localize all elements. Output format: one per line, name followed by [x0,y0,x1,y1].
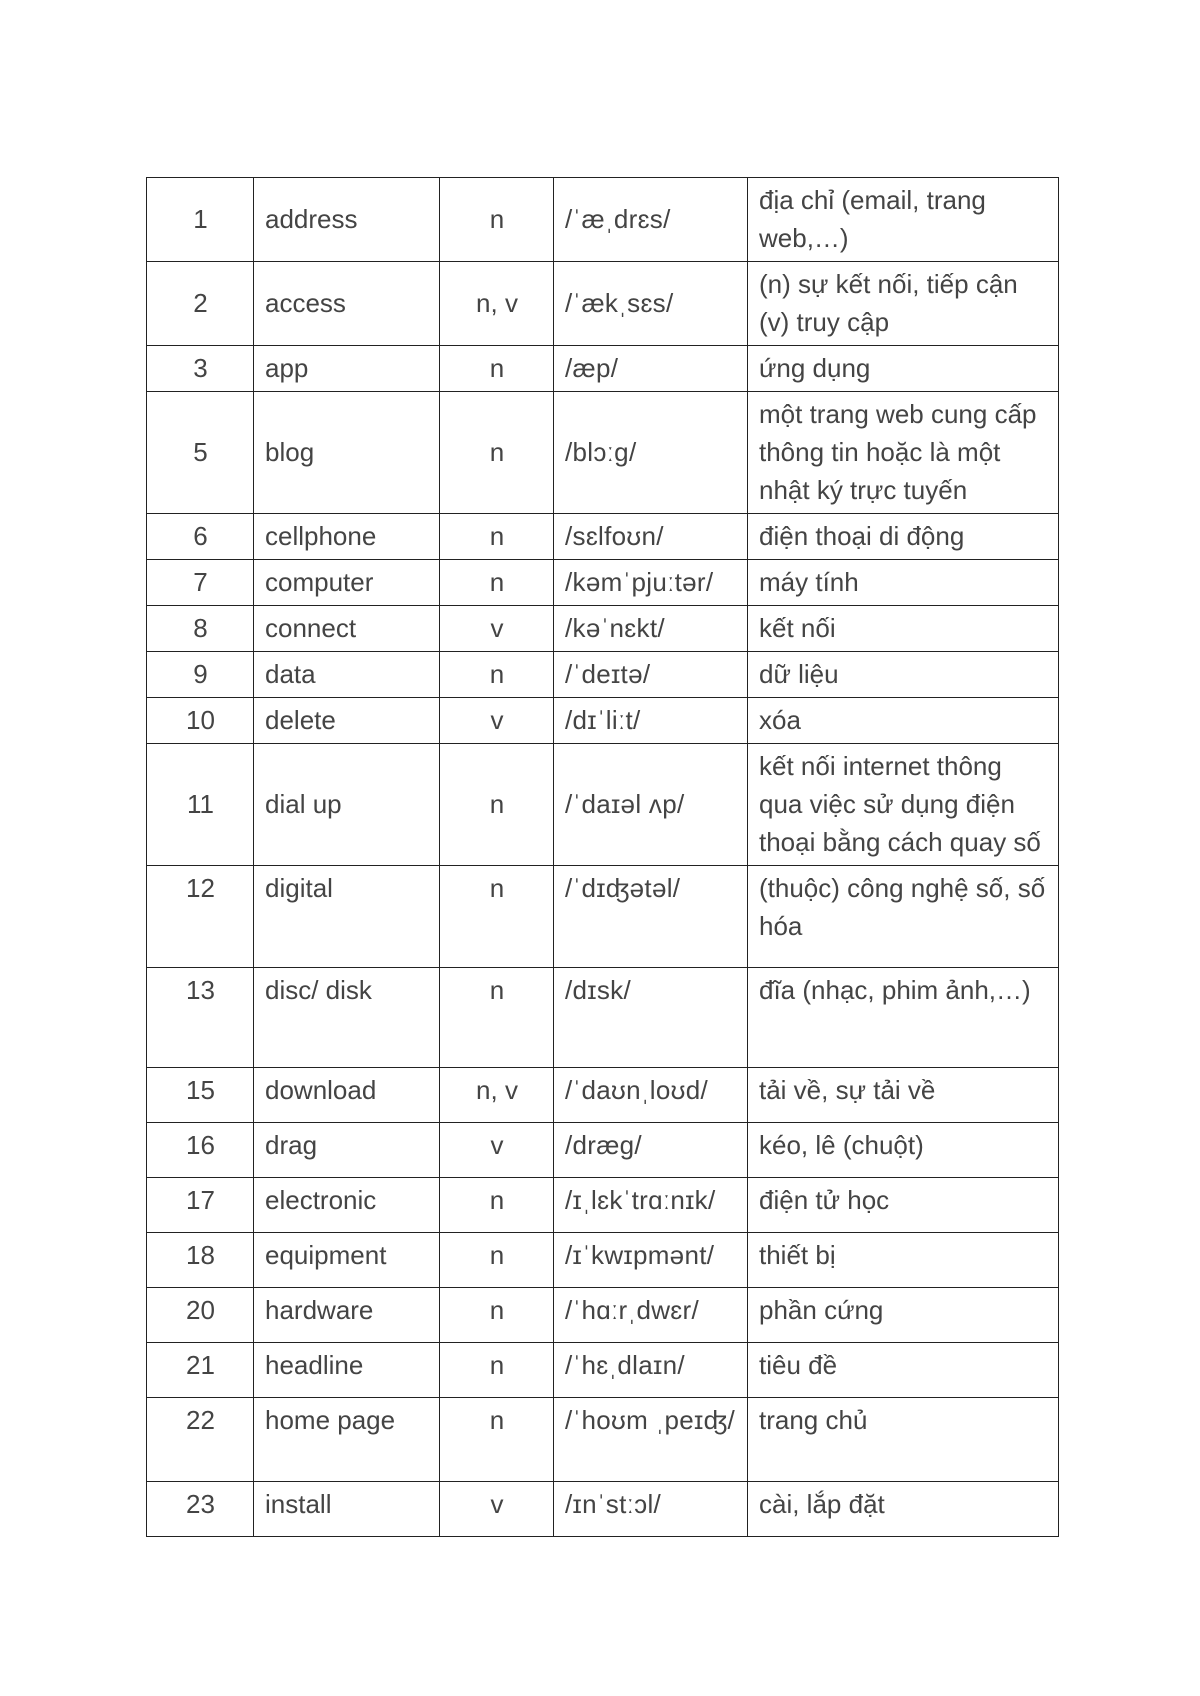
row-number: 15 [147,1068,254,1123]
pronunciation: /kəˈnɛkt/ [554,606,748,652]
meaning: kết nối [748,606,1059,652]
meaning: thiết bị [748,1233,1059,1288]
table-row [147,1123,1059,1178]
word: app [254,346,440,392]
part-of-speech: v [440,1482,554,1537]
part-of-speech: n, v [440,262,554,346]
pronunciation: /ˈhɛˌdlaɪn/ [554,1343,748,1398]
pronunciation: /ˈækˌsɛs/ [554,262,748,346]
meaning: trang chủ [748,1398,1059,1482]
row-number: 16 [147,1123,254,1178]
pronunciation: /ˈdaʊnˌloʊd/ [554,1068,748,1123]
part-of-speech: v [440,606,554,652]
word: cellphone [254,514,440,560]
meaning: phần cứng [748,1288,1059,1343]
meaning: (n) sự kết nối, tiếp cận (v) truy cập [748,262,1059,346]
word: home page [254,1398,440,1482]
word: install [254,1482,440,1537]
pronunciation: /ˈhoʊm ˌpeɪʤ/ [554,1398,748,1482]
word: blog [254,392,440,514]
pronunciation: /ˈæˌdrɛs/ [554,178,748,262]
table-row [147,1233,1059,1288]
meaning: ứng dụng [748,346,1059,392]
word: delete [254,698,440,744]
word: drag [254,1123,440,1178]
pronunciation: /sɛlfoʊn/ [554,514,748,560]
word: headline [254,1343,440,1398]
table-row [147,698,1059,744]
word: dial up [254,744,440,866]
row-number: 10 [147,698,254,744]
table-row [147,606,1059,652]
meaning: điện thoại di động [748,514,1059,560]
meaning: địa chỉ (email, trang web,…) [748,178,1059,262]
part-of-speech: n [440,392,554,514]
row-number: 7 [147,560,254,606]
word: computer [254,560,440,606]
meaning: một trang web cung cấp thông tin hoặc là một nhật ký trực tuyến [748,392,1059,514]
word: digital [254,866,440,968]
meaning: dữ liệu [748,652,1059,698]
word: connect [254,606,440,652]
table-row [147,514,1059,560]
pronunciation: /dræɡ/ [554,1123,748,1178]
table-row [147,1343,1059,1398]
part-of-speech: n, v [440,1068,554,1123]
pronunciation: /dɪsk/ [554,968,748,1068]
pronunciation: /ˈhɑːrˌdwɛr/ [554,1288,748,1343]
part-of-speech: n [440,1288,554,1343]
row-number: 23 [147,1482,254,1537]
meaning: đĩa (nhạc, phim ảnh,…) [748,968,1059,1068]
row-number: 22 [147,1398,254,1482]
table-row [147,560,1059,606]
part-of-speech: n [440,744,554,866]
meaning: điện tử học [748,1178,1059,1233]
word: data [254,652,440,698]
table-row [147,262,1059,346]
part-of-speech: n [440,560,554,606]
table-row [147,1178,1059,1233]
table-row [147,1068,1059,1123]
meaning: kéo, lê (chuột) [748,1123,1059,1178]
pronunciation: /ˈdeɪtə/ [554,652,748,698]
meaning: (thuộc) công nghệ số, số hóa [748,866,1059,968]
part-of-speech: n [440,1343,554,1398]
table-row [147,1398,1059,1482]
word: equipment [254,1233,440,1288]
table-row [147,1288,1059,1343]
pronunciation: /æp/ [554,346,748,392]
word: access [254,262,440,346]
document-page [146,177,1058,1537]
table-row [147,392,1059,514]
part-of-speech: n [440,178,554,262]
pronunciation: /kəmˈpjuːtər/ [554,560,748,606]
row-number: 8 [147,606,254,652]
pronunciation: /blɔːɡ/ [554,392,748,514]
row-number: 13 [147,968,254,1068]
meaning: cài, lắp đặt [748,1482,1059,1537]
row-number: 5 [147,392,254,514]
table-row [147,178,1059,262]
meaning: máy tính [748,560,1059,606]
table-row [147,652,1059,698]
part-of-speech: n [440,1178,554,1233]
vocabulary-table [146,177,1059,1537]
row-number: 18 [147,1233,254,1288]
table-row [147,866,1059,968]
table-row [147,346,1059,392]
part-of-speech: n [440,866,554,968]
word: disc/ disk [254,968,440,1068]
row-number: 12 [147,866,254,968]
row-number: 20 [147,1288,254,1343]
part-of-speech: n [440,1398,554,1482]
row-number: 6 [147,514,254,560]
row-number: 17 [147,1178,254,1233]
meaning: xóa [748,698,1059,744]
part-of-speech: n [440,1233,554,1288]
meaning: tiêu đề [748,1343,1059,1398]
pronunciation: /ɪˈkwɪpmənt/ [554,1233,748,1288]
table-row [147,1482,1059,1537]
row-number: 2 [147,262,254,346]
row-number: 21 [147,1343,254,1398]
pronunciation: /ˈdɪʤətəl/ [554,866,748,968]
table-row [147,968,1059,1068]
meaning: kết nối internet thông qua việc sử dụng điện thoại bằng cách quay số [748,744,1059,866]
part-of-speech: v [440,698,554,744]
row-number: 3 [147,346,254,392]
row-number: 1 [147,178,254,262]
word: address [254,178,440,262]
part-of-speech: n [440,514,554,560]
table-row [147,744,1059,866]
pronunciation: /ˈdaɪəl ʌp/ [554,744,748,866]
meaning: tải về, sự tải về [748,1068,1059,1123]
row-number: 11 [147,744,254,866]
row-number: 9 [147,652,254,698]
pronunciation: /ɪˌlɛkˈtrɑːnɪk/ [554,1178,748,1233]
pronunciation: /ɪnˈstːɔl/ [554,1482,748,1537]
part-of-speech: n [440,346,554,392]
word: hardware [254,1288,440,1343]
part-of-speech: n [440,968,554,1068]
word: electronic [254,1178,440,1233]
part-of-speech: v [440,1123,554,1178]
part-of-speech: n [440,652,554,698]
pronunciation: /dɪˈliːt/ [554,698,748,744]
word: download [254,1068,440,1123]
